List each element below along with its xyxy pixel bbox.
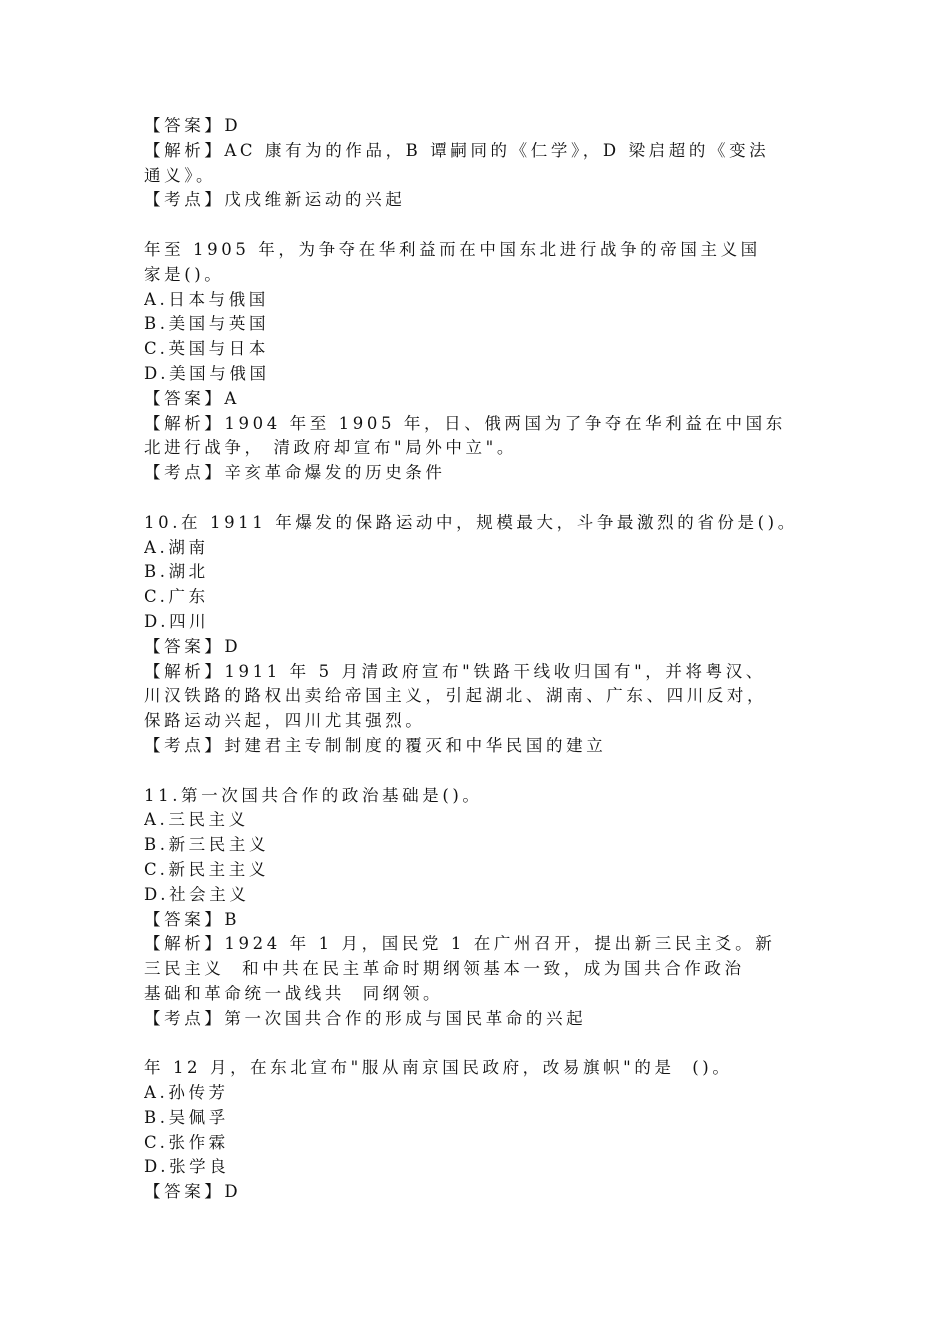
option-a: A.三民主义 (144, 810, 249, 830)
answer-line: 【答案】D (144, 1182, 242, 1202)
document-page (144, 114, 808, 1205)
blank-line (144, 1031, 808, 1056)
answer-line: 【答案】D (144, 636, 242, 656)
option-c: C.新民主主义 (144, 859, 269, 879)
answer-line: 【答案】D (144, 116, 242, 135)
option-d: D.张学良 (144, 1157, 230, 1177)
option-c: C.张作霖 (144, 1132, 229, 1152)
blank-line (144, 759, 808, 784)
option-d: D.社会主义 (144, 884, 250, 904)
analysis-line-continued: 保路运动兴起，四川尤其强烈。 (144, 711, 426, 731)
question-line: 年 12 月，在东北宣布"服从南京国民政府，改易旗帜"的是 ()。 (144, 1058, 733, 1078)
answer-line: 【答案】A (144, 388, 240, 408)
analysis-line-continued: 川汉铁路的路权出卖给帝国主义，引起湖北、湖南、广东、四川反对， (144, 686, 768, 706)
analysis-line: 【解析】1924 年 1 月，国民党 1 在广州召开，提出新三民主爻。新 (144, 934, 776, 954)
option-b: B.湖北 (144, 562, 209, 582)
answer-line: 【答案】B (144, 909, 241, 929)
key-point-line: 【考点】第一次国共合作的形成与国民革命的兴起 (144, 1008, 587, 1028)
analysis-line-continued: 通义》。 (144, 165, 217, 185)
option-d: D.四川 (144, 611, 210, 631)
analysis-line: 【解析】AC 康有为的作品，B 谭嗣同的《仁学》，D 梁启超的《变法 (144, 140, 770, 160)
question-line-continued: 家是()。 (144, 264, 225, 284)
analysis-line-continued: 北进行战争， 清政府却宣布"局外中立"。 (144, 438, 517, 458)
option-d: D.美国与俄国 (144, 363, 270, 383)
option-b: B.美国与英国 (144, 314, 270, 334)
question-line: 11.第一次国共合作的政治基础是()。 (144, 785, 483, 805)
option-c: C.广东 (144, 587, 209, 607)
option-b: B.吴佩孚 (144, 1107, 229, 1127)
key-point-line: 【考点】戊戌维新运动的兴起 (144, 190, 406, 210)
key-point-line: 【考点】封建君主专制制度的覆灭和中华民国的建立 (144, 735, 607, 755)
analysis-line-continued: 基础和革命统一战线共 同纲领。 (144, 983, 444, 1003)
option-c: C.英国与日本 (144, 339, 269, 359)
question-line: 年至 1905 年，为争夺在华利益而在中国东北进行战争的帝国主义国 (144, 239, 761, 259)
blank-line (144, 213, 808, 238)
option-b: B.新三民主义 (144, 835, 270, 855)
question-line: 10.在 1911 年爆发的保路运动中，规模最大，斗争最激烈的省份是()。 (144, 512, 798, 532)
analysis-line: 【解析】1911 年 5 月清政府宣布"铁路干线收归国有"，并将粤汉、 (144, 661, 766, 681)
option-a: A.湖南 (144, 537, 209, 557)
analysis-line-continued: 三民主义 和中共在民主革命时期纲领基本一致，成为国共合作政治 (144, 959, 745, 979)
option-a: A.孙传芳 (144, 1083, 229, 1103)
option-a: A.日本与俄国 (144, 289, 269, 309)
blank-line (144, 486, 808, 511)
analysis-line: 【解析】1904 年至 1905 年，日、俄两国为了争夺在华利益在中国东 (144, 413, 786, 433)
key-point-line: 【考点】辛亥革命爆发的历史条件 (144, 463, 446, 483)
